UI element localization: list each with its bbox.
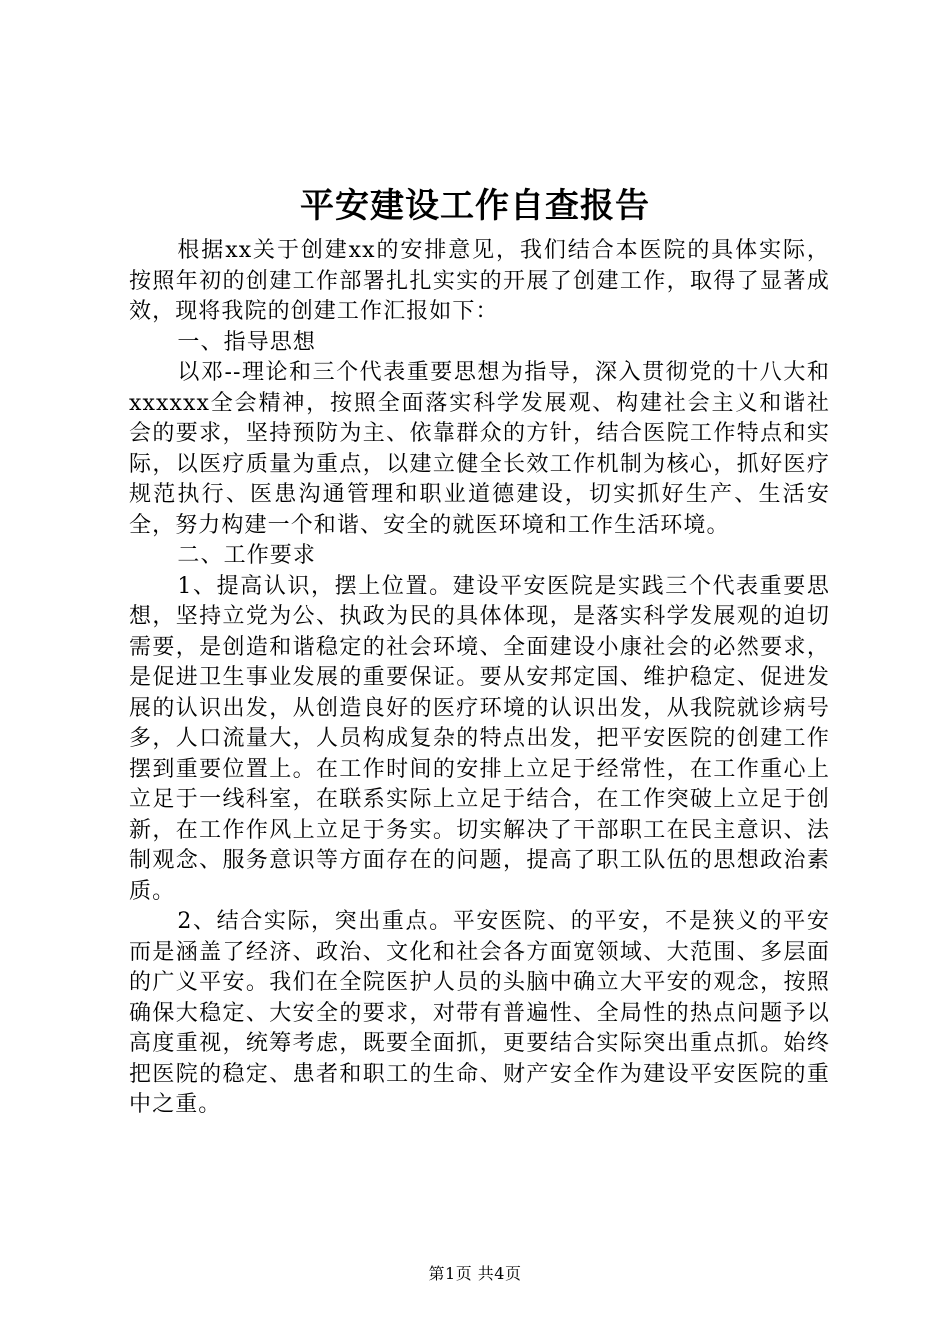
section-heading-guiding-ideology: 一、指导思想 — [177, 329, 316, 355]
page-footer: 第1页 共4页 — [428, 1264, 522, 1283]
document-body — [129, 236, 830, 1121]
document-title: 平安建设工作自查报告 — [300, 186, 650, 226]
paragraph-guiding-ideology: 以邓--理论和三个代表重要思想为指导，深入贯彻党的十八大和xxxxxx全会精神，按照全面落实科学发展观、构建社会主义和谐社会的要求，坚持预防为主、依靠群众的方针，结合医院工作特点和实际，以医疗质量为重点，以建立健全长效工作机制为核心，抓好医疗规范执行、医患沟通管理和职业道德建设，切实抓好生产、生活安全，努力构建一个和谐、安全的就医环境和工作生活环境。 — [129, 360, 830, 538]
section-heading-work-requirements: 二、工作要求 — [177, 543, 316, 568]
paragraph-intro: 根据xx关于创建xx的安排意见，我们结合本医院的具体实际，按照年初的创建工作部署扎扎实实的开展了创建工作，取得了显著成效，现将我院的创建工作汇报如下： — [129, 238, 830, 324]
paragraph-requirement-2: 2、结合实际，突出重点。平安医院、的平安，不是狭义的平安而是涵盖了经济、政治、文化和社会各方面宽领域、大范围、多层面的广义平安。我们在全院医护人员的头脑中确立大平安的观念，按照确保大稳定、大安全的要求，对带有普遍性、全局性的热点问题予以高度重视，统筹考虑，既要全面抓，更要结合实际突出重点抓。始终把医院的稳定、患者和职工的生命、财产安全作为建设平安医院的重中之重。 — [129, 909, 830, 1117]
paragraph-requirement-1: 1、提高认识，摆上位置。建设平安医院是实践三个代表重要思想，坚持立党为公、执政为民的具体体现，是落实科学发展观的迫切需要，是创造和谐稳定的社会环境、全面建设小康社会的必然要求，是促进卫生事业发展的重要保证。要从安邦定国、维护稳定、促进发展的认识出发，从创造良好的医疗环境的认识出发，从我院就诊病号多，人口流量大，人员构成复杂的特点出发，把平安医院的创建工作摆到重要位置上。在工作时间的安排上立足于经常性，在工作重心上立足于一线科室，在联系实际上立足于结合，在工作突破上立足于创新，在工作作风上立足于务实。切实解决了干部职工在民主意识、法制观念、服务意识等方面存在的问题，提高了职工队伍的思想政治素质。 — [129, 573, 830, 904]
